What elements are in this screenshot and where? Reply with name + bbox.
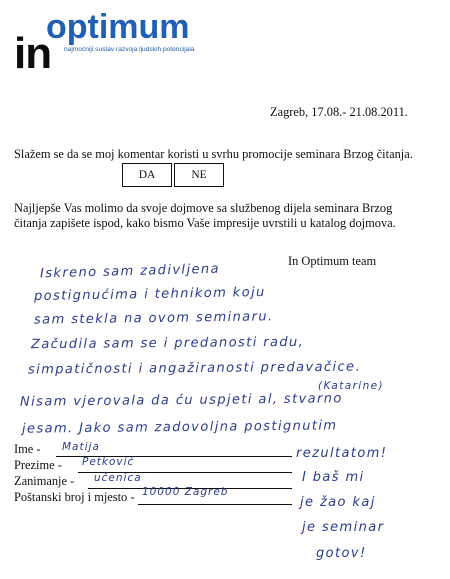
consent-text: Slažem se da se moj komentar koristi u svrhu promocije seminara Brzog čitanja.	[14, 147, 413, 161]
handwritten-line: Iskreno sam zadivljena	[39, 261, 221, 282]
date-line: Zagreb, 17.08.- 21.08.2011.	[270, 105, 408, 119]
handwritten-line: Začudila sam se i predanosti radu,	[30, 334, 305, 353]
logo-in-word: in	[14, 29, 52, 78]
team-signature: In Optimum team	[288, 254, 377, 268]
postanski-broj-field-line	[138, 504, 292, 505]
postanski-broj-label: Poštanski broj i mjesto -	[14, 490, 135, 504]
zanimanje-value: učenica	[94, 472, 142, 484]
handwritten-line: jesam. Jako sam zadovoljna postignutim	[21, 418, 338, 437]
handwritten-line: (Katarine)	[318, 380, 385, 392]
da-button[interactable]: DA	[122, 163, 172, 187]
logo-tagline: najmoćniji sustav razvoja ljudskih potencijala	[64, 46, 195, 53]
handwritten-line: I baš mi	[302, 470, 365, 485]
prezime-value: Petković	[82, 456, 135, 468]
ime-label: Ime -	[14, 442, 41, 456]
handwritten-line: simpatičnosti i angažiranosti predavačice.	[27, 359, 362, 378]
handwritten-line: sam stekla na ovom seminaru.	[33, 309, 274, 328]
handwritten-line: gotov!	[316, 546, 367, 561]
handwritten-line: rezultatom!	[296, 446, 388, 461]
ne-button[interactable]: NE	[174, 163, 224, 187]
request-text-line1: Najljepše Vas molimo da svoje dojmove sa službenog dijela seminara Brzog	[14, 201, 393, 215]
handwritten-line: je seminar	[302, 520, 385, 535]
logo-optimum-word: optimum	[46, 8, 190, 46]
handwritten-line: Nisam vjerovala da ću uspjeti al, stvarno	[19, 391, 343, 410]
ime-value: Matija	[62, 441, 100, 453]
zanimanje-label: Zanimanje -	[14, 474, 75, 488]
optimum-logo	[14, 8, 274, 78]
handwritten-line: postignućima i tehnikom koju	[33, 284, 266, 305]
handwritten-line: je žao kaj	[300, 495, 376, 510]
postanski-broj-value: 10000 Zagreb	[142, 486, 229, 498]
prezime-label: Prezime -	[14, 458, 62, 472]
request-text-line2: čitanja zapišete ispod, kako bismo Vaše impresije uvrstili u katalog dojmova.	[14, 216, 396, 230]
